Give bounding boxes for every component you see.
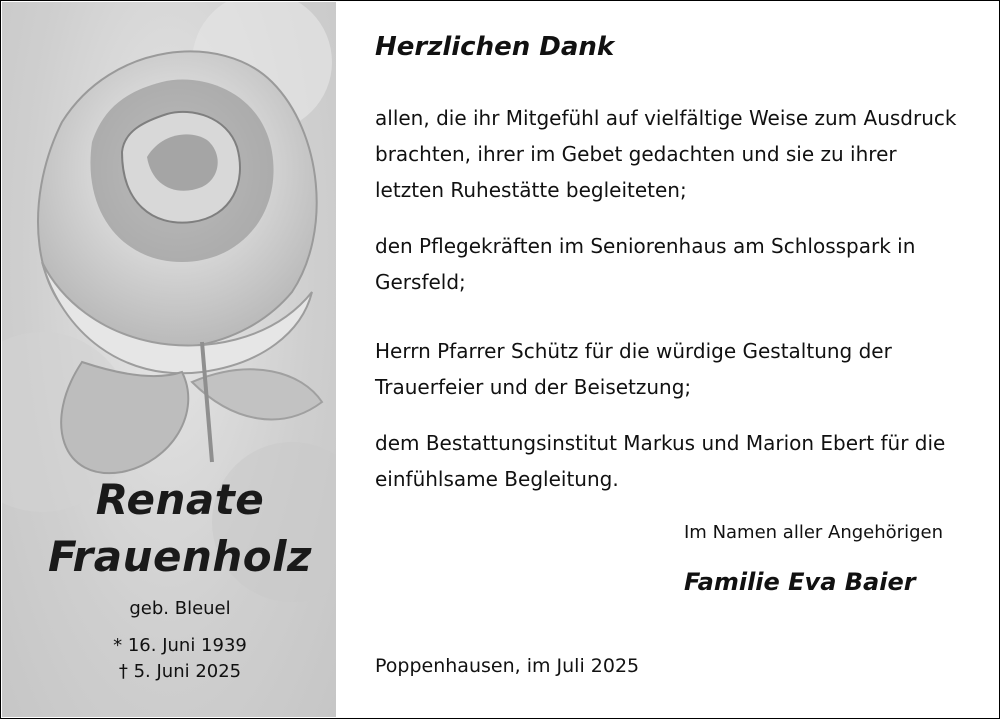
text-line: Herrn Pfarrer Schütz für die würdige Gestaltung der xyxy=(375,339,892,363)
text-line: letzten Ruhestätte begleiteten; xyxy=(375,178,687,202)
death-date: † 5. Juni 2025 xyxy=(118,661,242,682)
thanks-paragraph xyxy=(375,100,975,208)
thanks-paragraph xyxy=(375,333,975,405)
text-line: Trauerfeier und der Beisetzung; xyxy=(375,375,692,399)
deceased-last-name: Frauenholz xyxy=(47,532,312,581)
thanks-heading: Herzlichen Dank xyxy=(375,32,615,62)
rose-photo-panel xyxy=(2,2,336,717)
maiden-name: geb. Bleuel xyxy=(129,598,231,619)
deceased-first-name: Renate xyxy=(95,475,265,524)
text-line: Gersfeld; xyxy=(375,270,466,294)
text-line: einfühlsame Begleitung. xyxy=(375,467,619,491)
text-line: brachten, ihrer im Gebet gedachten und sie zu ihrer xyxy=(375,142,897,166)
signature-intro: Im Namen aller Angehörigen xyxy=(684,522,943,543)
thanks-panel xyxy=(337,2,999,717)
family-signature: Familie Eva Baier xyxy=(684,568,916,596)
text-line: allen, die ihr Mitgefühl auf vielfältige Weise zum Ausdruck xyxy=(375,106,957,130)
thanks-paragraph xyxy=(375,425,975,497)
birth-date: * 16. Juni 1939 xyxy=(113,635,247,656)
place-date: Poppenhausen, im Juli 2025 xyxy=(375,655,640,677)
thanks-paragraph xyxy=(375,228,975,300)
text-line: dem Bestattungsinstitut Markus und Marion Ebert für die xyxy=(375,431,946,455)
text-line: den Pflegekräften im Seniorenhaus am Schlosspark in xyxy=(375,234,916,258)
